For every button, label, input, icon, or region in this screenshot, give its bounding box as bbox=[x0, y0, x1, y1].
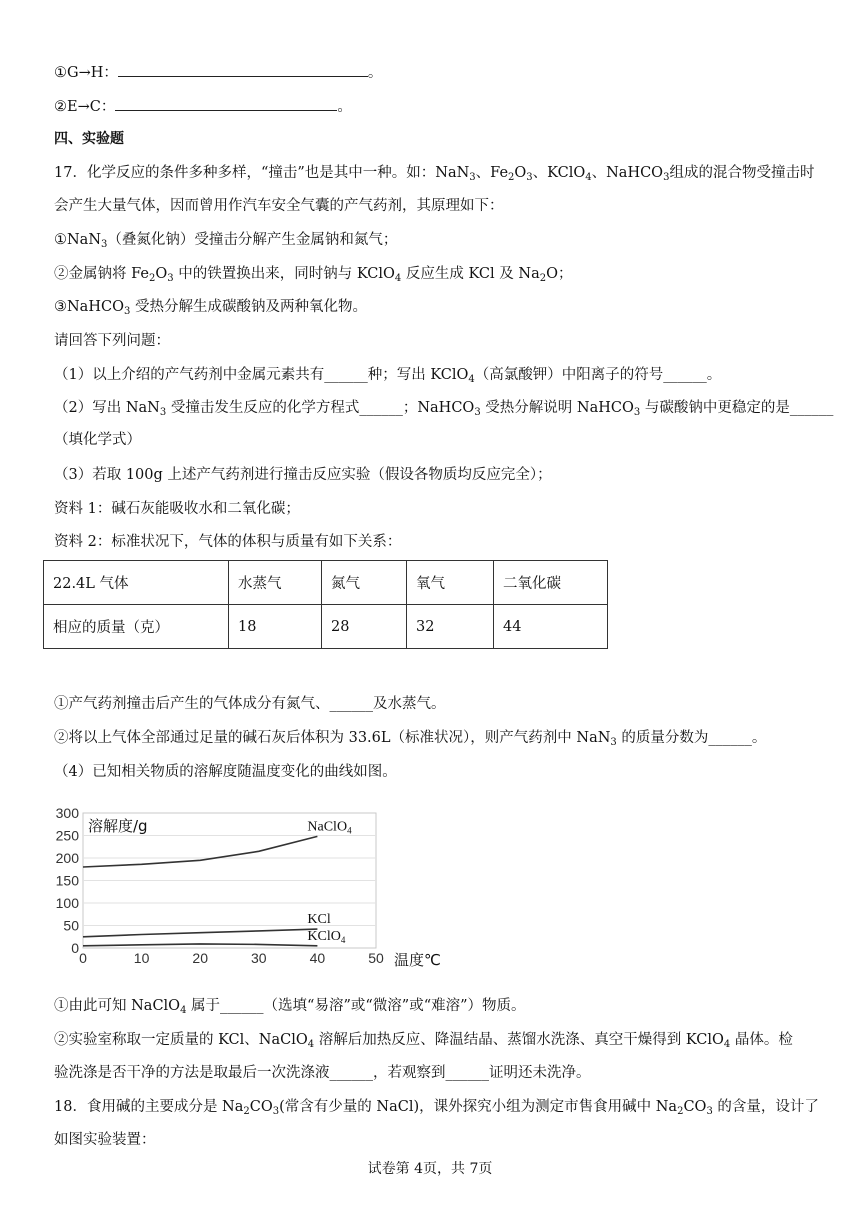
q16-part2: ②E→C： 。 bbox=[54, 96, 352, 117]
q17-sub1: （1）以上介绍的产气药剂中金属元素共有______种；写出 KClO$_4$（高氯酸钾）中阳离子的符号______。 bbox=[54, 367, 722, 385]
table-cell: 氮气 bbox=[322, 561, 407, 605]
table-cell: 二氧化碳 bbox=[494, 561, 608, 605]
section-title: 四、实验题 bbox=[54, 131, 124, 147]
x-axis-title: 温度℃ bbox=[394, 951, 441, 969]
table-cell: 44 bbox=[494, 605, 608, 649]
y-tick-label: 50 bbox=[63, 917, 79, 934]
q17-sub2: （2）写出 NaN$_3$ 受撞击发生反应的化学方程式______；NaHCO$_3$ 受热分解说明 NaHCO$_3$ 与碳酸钠中更稳定的是______ bbox=[54, 400, 834, 418]
q17-sub4: （4）已知相关物质的溶解度随温度变化的曲线如图。 bbox=[54, 764, 397, 780]
q17-principle-2: ②金属钠将 $Fe_2O_3$ 中的铁置换出来，同时钠与 KClO$_4$ 反应生成 KCl 及 $Na_2O$； bbox=[54, 266, 573, 284]
table-cell: 水蒸气 bbox=[229, 561, 322, 605]
x-tick-label: 50 bbox=[368, 950, 384, 966]
q17-answer-1: ①产气药剂撞击后产生的气体成分有氮气、______及水蒸气。 bbox=[54, 696, 446, 712]
solubility-chart bbox=[46, 800, 466, 975]
page-footer: 试卷第 4页，共 7页 bbox=[367, 1161, 493, 1177]
x-tick-label: 10 bbox=[133, 950, 150, 966]
table-cell: 氧气 bbox=[407, 561, 494, 605]
q17-principle-3: ③NaHCO$_3$ 受热分解生成碳酸钠及两种氧化物。 bbox=[54, 299, 367, 317]
y-axis-title: 溶解度/g bbox=[88, 817, 148, 835]
y-tick-label: 200 bbox=[55, 850, 79, 866]
reference-1: 资料 1：碱石灰能吸收水和二氧化碳； bbox=[54, 501, 300, 517]
gas-mass-table bbox=[43, 560, 608, 649]
q17-sub2-note: （填化学式） bbox=[54, 432, 141, 448]
q16-part1: ①G→H： 。 bbox=[54, 62, 382, 83]
y-tick-label: 100 bbox=[55, 895, 79, 911]
q17-prompt: 请回答下列问题： bbox=[54, 333, 170, 349]
answer-blank[interactable] bbox=[115, 96, 337, 111]
series-line bbox=[83, 929, 317, 937]
q17-chart-q1: ①由此可知 NaClO$_4$ 属于______（选填“易溶”或“微溶”或“难溶”）物质。 bbox=[54, 998, 526, 1016]
series-label: NaClO$_4$ bbox=[307, 819, 352, 836]
q17-intro-line1: 17．化学反应的条件多种多样，“撞击”也是其中一种。如：NaN$_3$、$Fe_2O_3$、KClO$_4$、NaHCO$_3$组成的混合物受撞击时 bbox=[54, 165, 815, 183]
x-tick-label: 20 bbox=[192, 950, 208, 966]
q17-principle-1: ①NaN$_3$（叠氮化钠）受撞击分解产生金属钠和氮气； bbox=[54, 232, 398, 250]
x-tick-label: 0 bbox=[79, 950, 87, 966]
q17-chart-q2: ②实验室称取一定质量的 KCl、NaClO$_4$ 溶解后加热反应、降温结晶、蒸馏水洗涤、真空干燥得到 KClO$_4$ 晶体。检 bbox=[54, 1032, 793, 1050]
table-cell: 相应的质量（克） bbox=[44, 605, 229, 649]
q18-line2: 如图实验装置： bbox=[54, 1132, 156, 1148]
q17-chart-q3: 验洗涤是否干净的方法是取最后一次洗涤液______，若观察到______证明还未洗净。 bbox=[54, 1065, 591, 1081]
series-line bbox=[83, 836, 317, 867]
q17-intro-line2: 会产生大量气体，因而曾用作汽车安全气囊的产气药剂，其原理如下： bbox=[54, 198, 504, 214]
series-label: KCl bbox=[307, 912, 331, 928]
q17-answer-2: ②将以上气体全部通过足量的碱石灰后体积为 33.6L（标准状况），则产气药剂中 NaN$_3$ 的质量分数为______。 bbox=[54, 730, 767, 748]
y-tick-label: 250 bbox=[55, 827, 79, 844]
table-cell: 32 bbox=[407, 605, 494, 649]
y-tick-label: 0 bbox=[71, 940, 79, 956]
q17-sub3: （3）若取 100g 上述产气药剂进行撞击反应实验（假设各物质均反应完全）； bbox=[54, 467, 552, 483]
x-tick-label: 40 bbox=[309, 950, 326, 966]
table-header-row bbox=[44, 561, 608, 605]
series-line bbox=[83, 944, 317, 946]
table-row bbox=[44, 605, 608, 649]
table-cell: 22.4L 气体 bbox=[44, 561, 229, 605]
q18-line1: 18．食用碱的主要成分是 $Na_2CO_3$(常含有少量的 NaCl)，课外探究小组为测定市售食用碱中 $Na_2CO_3$ 的含量，设计了 bbox=[54, 1099, 819, 1117]
table-cell: 18 bbox=[229, 605, 322, 649]
y-tick-label: 150 bbox=[55, 872, 79, 889]
series-label: KClO$_4$ bbox=[307, 928, 346, 945]
table-cell: 28 bbox=[322, 605, 407, 649]
reference-2: 资料 2：标准状况下，气体的体积与质量有如下关系： bbox=[54, 534, 402, 550]
x-tick-label: 30 bbox=[251, 950, 267, 966]
answer-blank[interactable] bbox=[118, 62, 368, 77]
y-tick-label: 300 bbox=[55, 805, 79, 821]
